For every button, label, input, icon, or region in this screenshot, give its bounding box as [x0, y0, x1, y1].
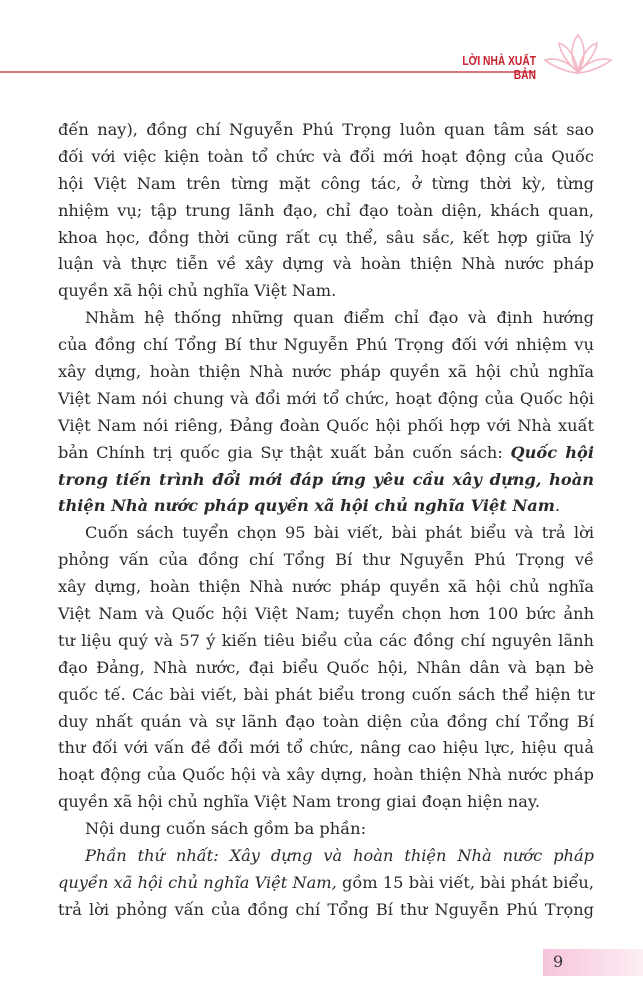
- text-segment: duy nhất quán và sự lãnh đạo toàn diện của đồng chí Tổng Bí: [58, 711, 594, 731]
- text-line: [58, 628, 594, 655]
- text-line: [58, 332, 594, 359]
- text-segment: phỏng vấn của đồng chí Tổng Bí thư Nguyễn Phú Trọng về: [58, 550, 594, 570]
- text-segment: hội Việt Nam trên từng mặt công tác, ở từng thời kỳ, từng: [58, 173, 594, 193]
- emphasis-text: quyền xã hội chủ nghĩa Việt Nam,: [58, 872, 337, 892]
- emphasis-text: Phần thứ nhất: Xây dựng và hoàn thiện Nhà nước pháp: [85, 846, 594, 866]
- text-segment: bản Chính trị quốc gia Sự thật xuất bản cuốn sách:: [58, 442, 511, 462]
- text-line: [58, 574, 594, 601]
- text-line: [58, 225, 594, 252]
- text-line: [58, 601, 594, 628]
- text-segment: Việt Nam nói riêng, Đảng đoàn Quốc hội phối hợp với Nhà xuất: [58, 415, 594, 435]
- text-segment: đến nay), đồng chí Nguyễn Phú Trọng luôn quan tâm sát sao: [58, 120, 594, 139]
- text-line: [58, 870, 594, 897]
- text-line: [58, 198, 594, 225]
- text-segment: của đồng chí Tổng Bí thư Nguyễn Phú Trọng đối với nhiệm vụ: [58, 335, 594, 355]
- text-line: [58, 493, 594, 520]
- text-line: [58, 386, 594, 413]
- text-line: [58, 520, 594, 547]
- text-line: [58, 789, 594, 816]
- text-line: [58, 735, 594, 762]
- text-segment: quyền xã hội chủ nghĩa Việt Nam trong giai đoạn hiện nay.: [58, 792, 540, 812]
- text-line: [58, 144, 594, 171]
- text-segment: luận và thực tiễn về xây dựng và hoàn thiện Nhà nước pháp: [58, 254, 594, 274]
- text-line: [58, 709, 594, 736]
- emphasis-text: trong tiến trình đổi mới đáp ứng yêu cầu xây dựng, hoàn: [58, 469, 594, 489]
- lotus-icon: [542, 30, 614, 80]
- text-segment: thư đối với vấn đề đổi mới tổ chức, nâng cao hiệu lực, hiệu quả: [58, 738, 594, 758]
- text-line: [58, 278, 594, 305]
- text-line: [58, 171, 594, 198]
- text-segment: nhiệm vụ; tập trung lãnh đạo, chỉ đạo toàn diện, khách quan,: [58, 200, 594, 220]
- text-line: [58, 117, 594, 144]
- text-segment: Nội dung cuốn sách gồm ba phần:: [85, 819, 367, 839]
- text-line: [58, 467, 594, 494]
- emphasis-text: thiện Nhà nước pháp quyền xã hội chủ nghĩa Việt Nam: [58, 496, 555, 516]
- text-line: [58, 547, 594, 574]
- text-segment: Nhằm hệ thống những quan điểm chỉ đạo và định hướng: [85, 308, 594, 328]
- text-segment: gồm 15 bài viết, bài phát biểu,: [336, 872, 594, 892]
- text-line: [58, 897, 594, 924]
- text-line: [58, 251, 594, 278]
- text-segment: đạo Đảng, Nhà nước, đại biểu Quốc hội, Nhân dân và bạn bè: [58, 657, 594, 677]
- text-segment: .: [554, 496, 561, 516]
- text-line: [58, 305, 594, 332]
- text-segment: Việt Nam nói chung và đổi mới tổ chức, hoạt động của Quốc hội: [58, 388, 594, 408]
- body-text: [58, 117, 594, 924]
- text-segment: trả lời phỏng vấn của đồng chí Tổng Bí thư Nguyễn Phú Trọng: [58, 899, 594, 919]
- text-segment: tư liệu quý và 57 ý kiến tiêu biểu của các đồng chí nguyên lãnh: [58, 630, 594, 650]
- page-number-tab: [543, 949, 643, 976]
- text-line: [58, 359, 594, 386]
- text-segment: quốc tế. Các bài viết, bài phát biểu trong cuốn sách thể hiện tư: [58, 684, 594, 704]
- emphasis-text: Quốc hội: [510, 442, 594, 462]
- text-segment: khoa học, đồng thời cũng rất cụ thể, sâu sắc, kết hợp giữa lý: [58, 227, 594, 247]
- text-line: [58, 682, 594, 709]
- running-header-title: LỜI NHÀ XUẤT BẢN: [462, 54, 536, 82]
- text-segment: quyền xã hội chủ nghĩa Việt Nam.: [58, 281, 337, 301]
- text-segment: Cuốn sách tuyển chọn 95 bài viết, bài phát biểu và trả lời: [85, 523, 594, 543]
- text-line: [58, 440, 594, 467]
- text-segment: xây dựng, hoàn thiện Nhà nước pháp quyền xã hội chủ nghĩa: [58, 577, 594, 597]
- page-number: 9: [553, 952, 564, 971]
- text-line: [58, 413, 594, 440]
- text-line: [58, 843, 594, 870]
- text-line: [58, 655, 594, 682]
- text-segment: đối với việc kiện toàn tổ chức và đổi mới hoạt động của Quốc: [58, 146, 594, 166]
- text-segment: hoạt động của Quốc hội và xây dựng, hoàn thiện Nhà nước pháp: [58, 765, 594, 785]
- text-segment: xây dựng, hoàn thiện Nhà nước pháp quyền xã hội chủ nghĩa: [58, 362, 594, 382]
- text-segment: Việt Nam và Quốc hội Việt Nam; tuyển chọn hơn 100 bức ảnh: [58, 604, 594, 624]
- text-line: [58, 816, 594, 843]
- text-line: [58, 762, 594, 789]
